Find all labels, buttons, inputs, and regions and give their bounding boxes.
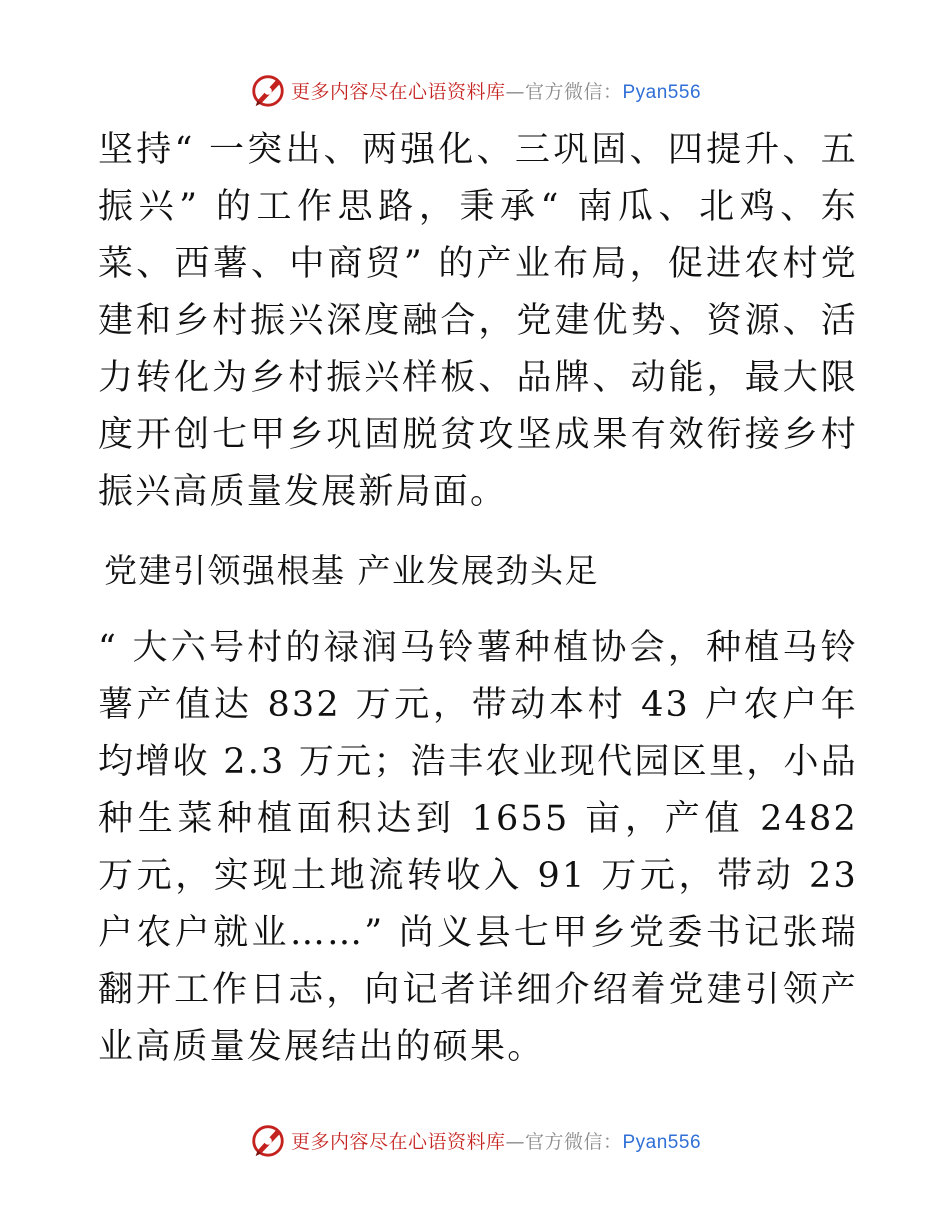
watermark-text: 更多内容尽在心语资料库 (290, 1130, 506, 1153)
section-heading: 党建引领强根基 产业发展劲头足 (104, 551, 599, 590)
watermark-wechat-id: Pyan556 (622, 81, 702, 103)
paragraph-2: “ 大六号村的禄润马铃薯种植协会，种植马铃薯产值达 832 万元，带动本村 43 户农户年均增收 2.3 万元；浩丰农业现代园区里，小品种生菜种植面积达到 1655 亩，产值 2482 万元，实现土地流转收入 91 万元，带动 23 户农户就业……” 尚义县七甲乡党委书记张瑞翻开工作日志，向记者详细介绍着党建引领产业高质量发展结出的硕果。 (98, 628, 858, 1067)
article-body-2 (98, 620, 858, 1076)
pen-logo-icon (249, 71, 287, 109)
watermark-dash: — (505, 80, 525, 103)
watermark-label: 官方微信： (524, 1130, 623, 1153)
header-watermark (0, 70, 950, 110)
watermark-dash: — (505, 1130, 525, 1153)
watermark-wechat-id: Pyan556 (622, 1131, 702, 1153)
watermark-text: 更多内容尽在心语资料库 (290, 80, 506, 103)
article-body (98, 122, 858, 521)
pen-logo-icon (249, 1121, 287, 1159)
paragraph-1: 坚持“ 一突出、两强化、三巩固、四提升、五振兴” 的工作思路，秉承“ 南瓜、北鸡、东菜、西薯、中商贸” 的产业布局，促进农村党建和乡村振兴深度融合，党建优势、资源、活力转化为乡村振兴样板、品牌、动能，最大限度开创七甲乡巩固脱贫攻坚成果有效衔接乡村振兴高质量发展新局面。 (98, 130, 858, 512)
footer-watermark (0, 1120, 950, 1160)
watermark-label: 官方微信： (524, 80, 623, 103)
